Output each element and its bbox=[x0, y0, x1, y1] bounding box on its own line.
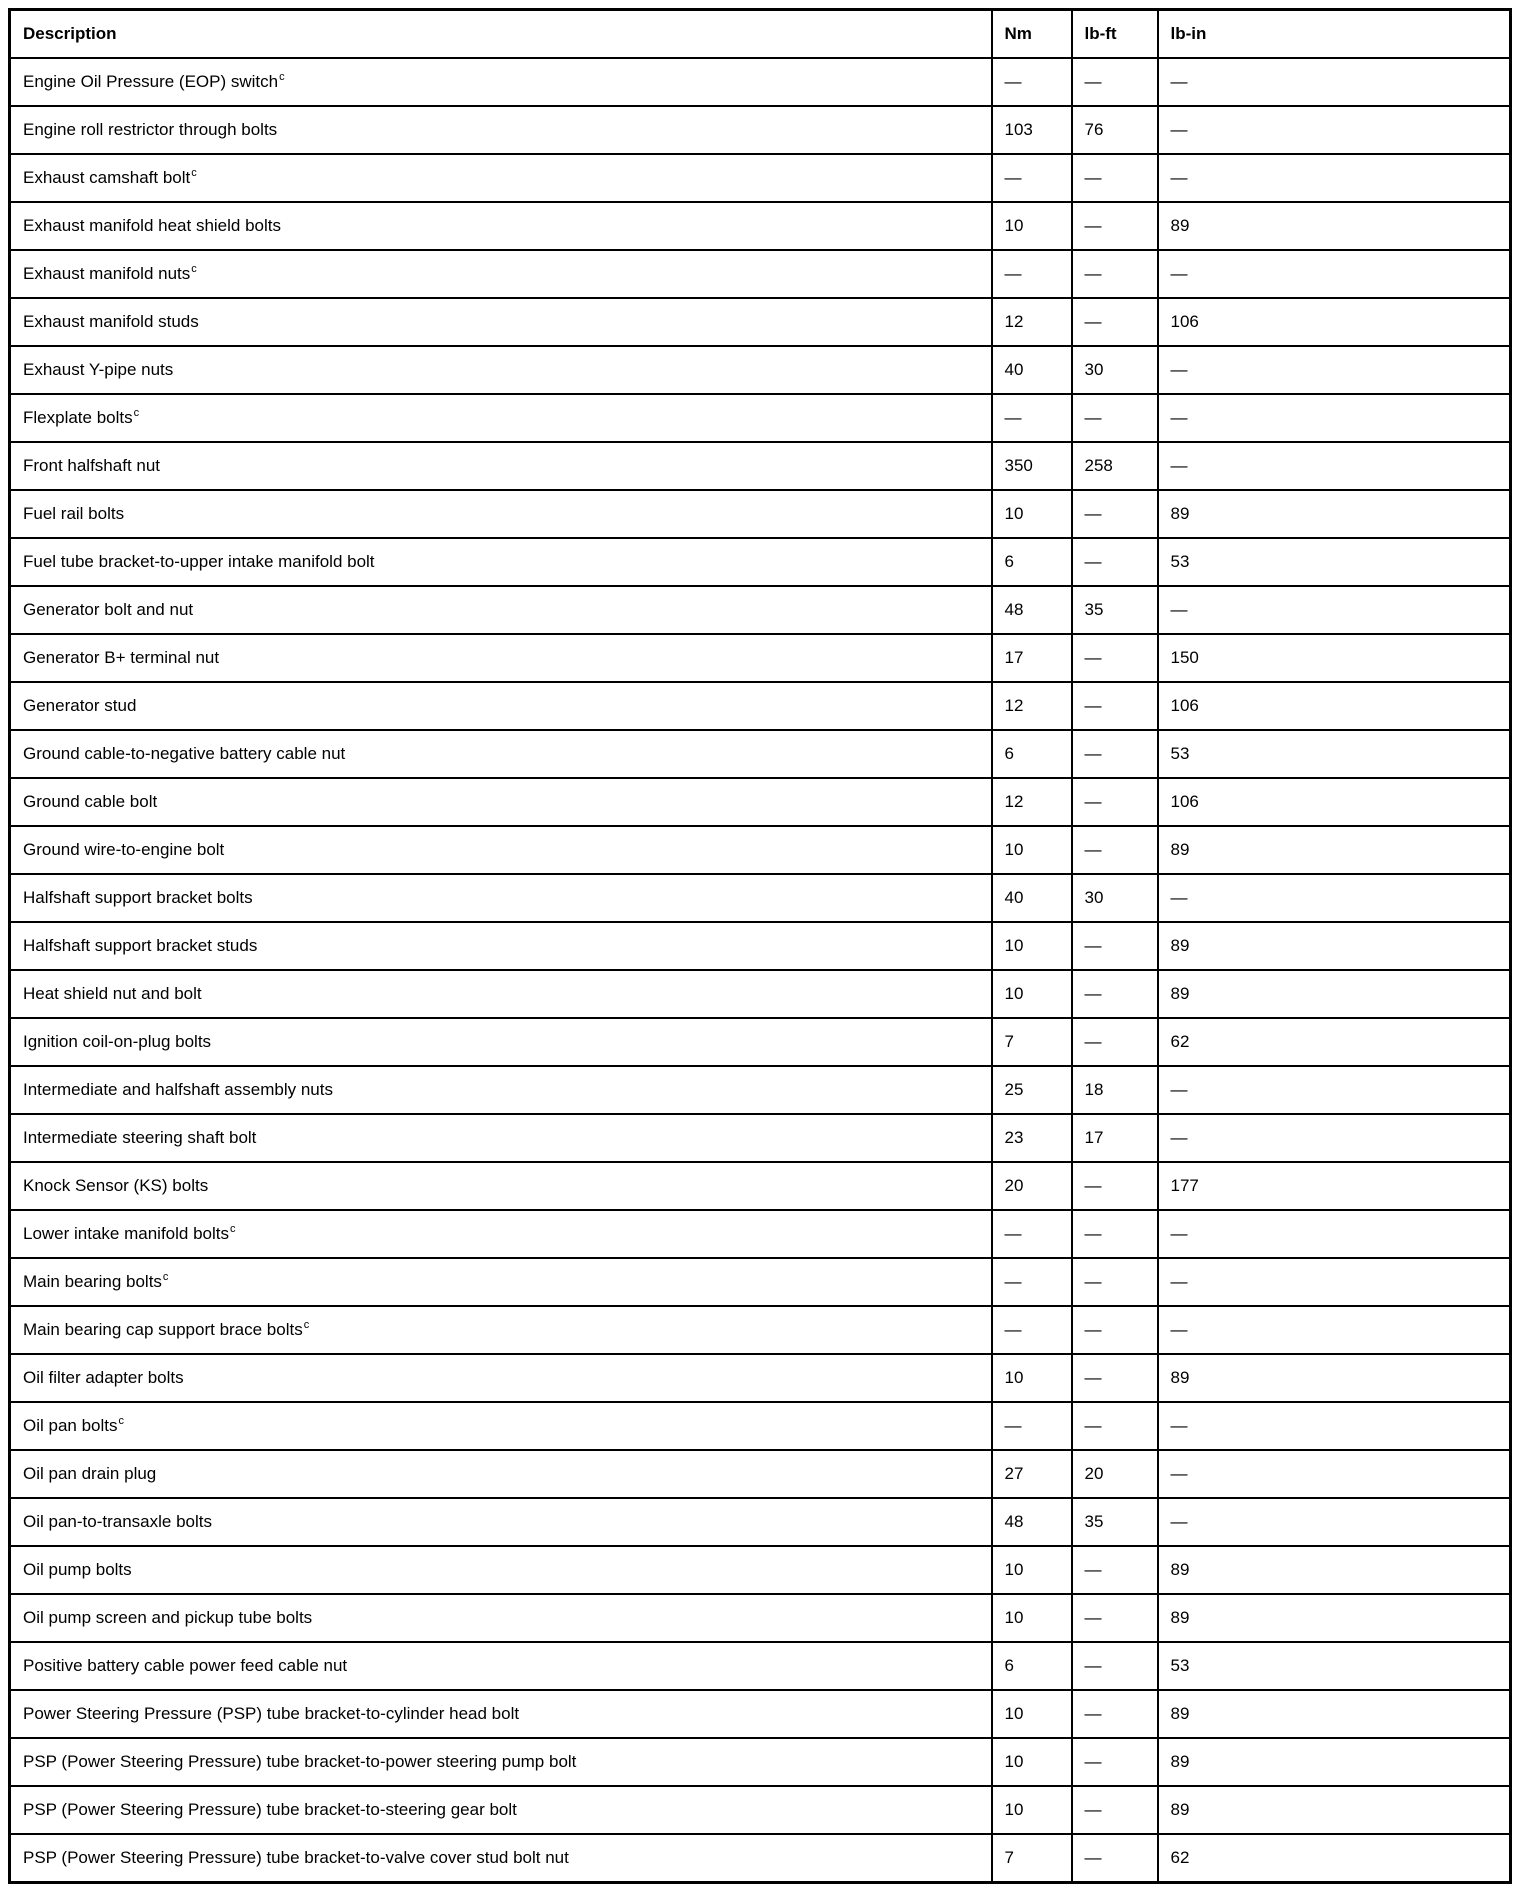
description-cell: Front halfshaft nut bbox=[10, 442, 992, 490]
lbin-cell: 89 bbox=[1158, 1354, 1511, 1402]
description-cell: Power Steering Pressure (PSP) tube bracket-to-cylinder head bolt bbox=[10, 1690, 992, 1738]
col-header-description: Description bbox=[10, 10, 992, 59]
nm-cell: — bbox=[992, 1210, 1072, 1258]
description-cell: Engine Oil Pressure (EOP) switch$^c$ bbox=[10, 58, 992, 106]
lbft-cell: — bbox=[1072, 1786, 1158, 1834]
lbft-cell: — bbox=[1072, 922, 1158, 970]
lbin-cell: 89 bbox=[1158, 826, 1511, 874]
description-cell: Fuel tube bracket-to-upper intake manifold bolt bbox=[10, 538, 992, 586]
table-row bbox=[10, 346, 1511, 394]
description-cell: Exhaust manifold studs bbox=[10, 298, 992, 346]
lbft-cell: — bbox=[1072, 634, 1158, 682]
table-row bbox=[10, 730, 1511, 778]
lbin-cell: — bbox=[1158, 394, 1511, 442]
nm-cell: 48 bbox=[992, 1498, 1072, 1546]
lbin-cell: — bbox=[1158, 1114, 1511, 1162]
lbft-cell: — bbox=[1072, 1162, 1158, 1210]
nm-cell: 7 bbox=[992, 1018, 1072, 1066]
nm-cell: 17 bbox=[992, 634, 1072, 682]
lbft-cell: 35 bbox=[1072, 1498, 1158, 1546]
lbft-cell: — bbox=[1072, 154, 1158, 202]
torque-spec-table bbox=[8, 8, 1512, 1884]
table-row bbox=[10, 298, 1511, 346]
lbin-cell: 150 bbox=[1158, 634, 1511, 682]
table-row bbox=[10, 1402, 1511, 1450]
lbft-cell: — bbox=[1072, 1834, 1158, 1883]
col-header-lbft: lb-ft bbox=[1072, 10, 1158, 59]
nm-cell: 10 bbox=[992, 970, 1072, 1018]
nm-cell: — bbox=[992, 1258, 1072, 1306]
lbin-cell: 177 bbox=[1158, 1162, 1511, 1210]
footnote-marker: c bbox=[118, 1415, 124, 1428]
lbin-cell: 89 bbox=[1158, 202, 1511, 250]
col-header-nm: Nm bbox=[992, 10, 1072, 59]
lbft-cell: — bbox=[1072, 1018, 1158, 1066]
lbft-cell: 18 bbox=[1072, 1066, 1158, 1114]
nm-cell: 10 bbox=[992, 1354, 1072, 1402]
lbft-cell: — bbox=[1072, 538, 1158, 586]
lbft-cell: — bbox=[1072, 202, 1158, 250]
lbft-cell: 258 bbox=[1072, 442, 1158, 490]
nm-cell: 40 bbox=[992, 874, 1072, 922]
table-row bbox=[10, 1642, 1511, 1690]
lbft-cell: — bbox=[1072, 1306, 1158, 1354]
lbin-cell: — bbox=[1158, 346, 1511, 394]
table-body bbox=[10, 58, 1511, 1883]
table-row bbox=[10, 922, 1511, 970]
lbft-cell: — bbox=[1072, 1738, 1158, 1786]
description-cell: Exhaust manifold nuts$^c$ bbox=[10, 250, 992, 298]
lbin-cell: 89 bbox=[1158, 1594, 1511, 1642]
nm-cell: 6 bbox=[992, 538, 1072, 586]
lbin-cell: 89 bbox=[1158, 922, 1511, 970]
description-cell: Halfshaft support bracket studs bbox=[10, 922, 992, 970]
lbin-cell: 89 bbox=[1158, 1546, 1511, 1594]
description-cell: Halfshaft support bracket bolts bbox=[10, 874, 992, 922]
table-row bbox=[10, 1786, 1511, 1834]
lbin-cell: 62 bbox=[1158, 1834, 1511, 1883]
lbft-cell: 30 bbox=[1072, 346, 1158, 394]
table-row bbox=[10, 1690, 1511, 1738]
table-row bbox=[10, 1450, 1511, 1498]
nm-cell: 48 bbox=[992, 586, 1072, 634]
description-cell: Fuel rail bolts bbox=[10, 490, 992, 538]
description-cell: Generator stud bbox=[10, 682, 992, 730]
lbin-cell: 53 bbox=[1158, 730, 1511, 778]
table-row bbox=[10, 586, 1511, 634]
lbin-cell: — bbox=[1158, 1402, 1511, 1450]
description-cell: PSP (Power Steering Pressure) tube bracket-to-steering gear bolt bbox=[10, 1786, 992, 1834]
description-cell: Heat shield nut and bolt bbox=[10, 970, 992, 1018]
lbft-cell: — bbox=[1072, 826, 1158, 874]
lbft-cell: 76 bbox=[1072, 106, 1158, 154]
lbft-cell: — bbox=[1072, 682, 1158, 730]
lbin-cell: — bbox=[1158, 1450, 1511, 1498]
lbin-cell: 89 bbox=[1158, 1786, 1511, 1834]
description-cell: Oil pan drain plug bbox=[10, 1450, 992, 1498]
lbft-cell: — bbox=[1072, 58, 1158, 106]
footnote-marker: c bbox=[133, 407, 140, 420]
lbin-cell: 89 bbox=[1158, 1690, 1511, 1738]
table-row bbox=[10, 1354, 1511, 1402]
lbin-cell: 53 bbox=[1158, 538, 1511, 586]
lbft-cell: — bbox=[1072, 1210, 1158, 1258]
lbft-cell: — bbox=[1072, 250, 1158, 298]
nm-cell: — bbox=[992, 58, 1072, 106]
table-row bbox=[10, 970, 1511, 1018]
description-cell: Ground cable-to-negative battery cable nut bbox=[10, 730, 992, 778]
lbft-cell: 20 bbox=[1072, 1450, 1158, 1498]
nm-cell: 10 bbox=[992, 1546, 1072, 1594]
description-cell: Generator B+ terminal nut bbox=[10, 634, 992, 682]
footnote-marker: c bbox=[279, 71, 285, 84]
lbin-cell: 53 bbox=[1158, 1642, 1511, 1690]
description-cell: Exhaust manifold heat shield bolts bbox=[10, 202, 992, 250]
lbft-cell: 30 bbox=[1072, 874, 1158, 922]
description-cell: Knock Sensor (KS) bolts bbox=[10, 1162, 992, 1210]
nm-cell: 20 bbox=[992, 1162, 1072, 1210]
table-row bbox=[10, 394, 1511, 442]
nm-cell: 7 bbox=[992, 1834, 1072, 1883]
description-cell: Oil pan bolts$^c$ bbox=[10, 1402, 992, 1450]
table-row bbox=[10, 106, 1511, 154]
table-row bbox=[10, 490, 1511, 538]
lbin-cell: — bbox=[1158, 442, 1511, 490]
description-cell: Oil pan-to-transaxle bolts bbox=[10, 1498, 992, 1546]
table-row bbox=[10, 1738, 1511, 1786]
lbft-cell: — bbox=[1072, 1546, 1158, 1594]
table-row bbox=[10, 874, 1511, 922]
table-row bbox=[10, 1162, 1511, 1210]
nm-cell: 10 bbox=[992, 1738, 1072, 1786]
lbft-cell: — bbox=[1072, 1642, 1158, 1690]
description-cell: Ground cable bolt bbox=[10, 778, 992, 826]
nm-cell: 103 bbox=[992, 106, 1072, 154]
nm-cell: 12 bbox=[992, 682, 1072, 730]
description-cell: Oil pump bolts bbox=[10, 1546, 992, 1594]
nm-cell: — bbox=[992, 250, 1072, 298]
lbin-cell: — bbox=[1158, 1258, 1511, 1306]
lbin-cell: — bbox=[1158, 154, 1511, 202]
lbin-cell: — bbox=[1158, 106, 1511, 154]
nm-cell: 6 bbox=[992, 1642, 1072, 1690]
description-cell: Flexplate bolts$^c$ bbox=[10, 394, 992, 442]
lbft-cell: — bbox=[1072, 394, 1158, 442]
lbft-cell: — bbox=[1072, 1690, 1158, 1738]
description-cell: Main bearing bolts$^c$ bbox=[10, 1258, 992, 1306]
table-row bbox=[10, 1210, 1511, 1258]
table-row bbox=[10, 1114, 1511, 1162]
description-cell: Intermediate steering shaft bolt bbox=[10, 1114, 992, 1162]
lbin-cell: 106 bbox=[1158, 298, 1511, 346]
description-cell: Intermediate and halfshaft assembly nuts bbox=[10, 1066, 992, 1114]
table-row bbox=[10, 250, 1511, 298]
description-cell: Exhaust Y-pipe nuts bbox=[10, 346, 992, 394]
lbin-cell: 106 bbox=[1158, 682, 1511, 730]
table-row bbox=[10, 778, 1511, 826]
nm-cell: 6 bbox=[992, 730, 1072, 778]
lbin-cell: 89 bbox=[1158, 970, 1511, 1018]
nm-cell: 12 bbox=[992, 778, 1072, 826]
nm-cell: 12 bbox=[992, 298, 1072, 346]
table-row bbox=[10, 1258, 1511, 1306]
nm-cell: — bbox=[992, 1402, 1072, 1450]
table-row bbox=[10, 442, 1511, 490]
table-row bbox=[10, 58, 1511, 106]
lbft-cell: — bbox=[1072, 1594, 1158, 1642]
lbft-cell: — bbox=[1072, 730, 1158, 778]
table-row bbox=[10, 682, 1511, 730]
nm-cell: 10 bbox=[992, 1690, 1072, 1738]
nm-cell: 10 bbox=[992, 1786, 1072, 1834]
nm-cell: 10 bbox=[992, 1594, 1072, 1642]
lbft-cell: — bbox=[1072, 298, 1158, 346]
table-row bbox=[10, 1018, 1511, 1066]
description-cell: Main bearing cap support brace bolts$^c$ bbox=[10, 1306, 992, 1354]
table-row bbox=[10, 1834, 1511, 1883]
nm-cell: 25 bbox=[992, 1066, 1072, 1114]
lbft-cell: — bbox=[1072, 1354, 1158, 1402]
lbft-cell: 17 bbox=[1072, 1114, 1158, 1162]
nm-cell: 350 bbox=[992, 442, 1072, 490]
table-row bbox=[10, 202, 1511, 250]
nm-cell: 40 bbox=[992, 346, 1072, 394]
col-header-lbin: lb-in bbox=[1158, 10, 1511, 59]
description-cell: Generator bolt and nut bbox=[10, 586, 992, 634]
description-cell: PSP (Power Steering Pressure) tube bracket-to-valve cover stud bolt nut bbox=[10, 1834, 992, 1883]
table-row bbox=[10, 826, 1511, 874]
nm-cell: 10 bbox=[992, 490, 1072, 538]
lbin-cell: — bbox=[1158, 58, 1511, 106]
nm-cell: — bbox=[992, 1306, 1072, 1354]
description-cell: Ground wire-to-engine bolt bbox=[10, 826, 992, 874]
lbin-cell: — bbox=[1158, 1066, 1511, 1114]
footnote-marker: c bbox=[191, 263, 197, 276]
description-cell: Exhaust camshaft bolt$^c$ bbox=[10, 154, 992, 202]
lbft-cell: — bbox=[1072, 490, 1158, 538]
table-row bbox=[10, 538, 1511, 586]
nm-cell: 10 bbox=[992, 202, 1072, 250]
table-row bbox=[10, 1306, 1511, 1354]
header-row bbox=[10, 10, 1511, 59]
table-row bbox=[10, 1498, 1511, 1546]
description-cell: Lower intake manifold bolts$^c$ bbox=[10, 1210, 992, 1258]
lbft-cell: — bbox=[1072, 1258, 1158, 1306]
nm-cell: 10 bbox=[992, 922, 1072, 970]
nm-cell: 10 bbox=[992, 826, 1072, 874]
lbin-cell: — bbox=[1158, 1306, 1511, 1354]
table-row bbox=[10, 1594, 1511, 1642]
table-row bbox=[10, 1066, 1511, 1114]
lbft-cell: — bbox=[1072, 1402, 1158, 1450]
lbin-cell: — bbox=[1158, 1498, 1511, 1546]
footnote-marker: c bbox=[162, 1271, 169, 1284]
nm-cell: 23 bbox=[992, 1114, 1072, 1162]
lbin-cell: — bbox=[1158, 586, 1511, 634]
description-cell: Oil filter adapter bolts bbox=[10, 1354, 992, 1402]
table-row bbox=[10, 1546, 1511, 1594]
lbin-cell: — bbox=[1158, 250, 1511, 298]
lbin-cell: 62 bbox=[1158, 1018, 1511, 1066]
description-cell: PSP (Power Steering Pressure) tube bracket-to-power steering pump bolt bbox=[10, 1738, 992, 1786]
nm-cell: — bbox=[992, 394, 1072, 442]
table-row bbox=[10, 634, 1511, 682]
footnote-marker: c bbox=[303, 1319, 310, 1332]
lbin-cell: — bbox=[1158, 874, 1511, 922]
description-cell: Engine roll restrictor through bolts bbox=[10, 106, 992, 154]
description-cell: Oil pump screen and pickup tube bolts bbox=[10, 1594, 992, 1642]
nm-cell: 27 bbox=[992, 1450, 1072, 1498]
lbin-cell: 89 bbox=[1158, 490, 1511, 538]
footnote-marker: c bbox=[191, 167, 197, 180]
nm-cell: — bbox=[992, 154, 1072, 202]
lbft-cell: — bbox=[1072, 778, 1158, 826]
description-cell: Positive battery cable power feed cable nut bbox=[10, 1642, 992, 1690]
description-cell: Ignition coil-on-plug bolts bbox=[10, 1018, 992, 1066]
footnote-marker: c bbox=[230, 1223, 236, 1236]
lbft-cell: 35 bbox=[1072, 586, 1158, 634]
lbin-cell: 89 bbox=[1158, 1738, 1511, 1786]
lbin-cell: 106 bbox=[1158, 778, 1511, 826]
lbft-cell: — bbox=[1072, 970, 1158, 1018]
lbin-cell: — bbox=[1158, 1210, 1511, 1258]
table-row bbox=[10, 154, 1511, 202]
